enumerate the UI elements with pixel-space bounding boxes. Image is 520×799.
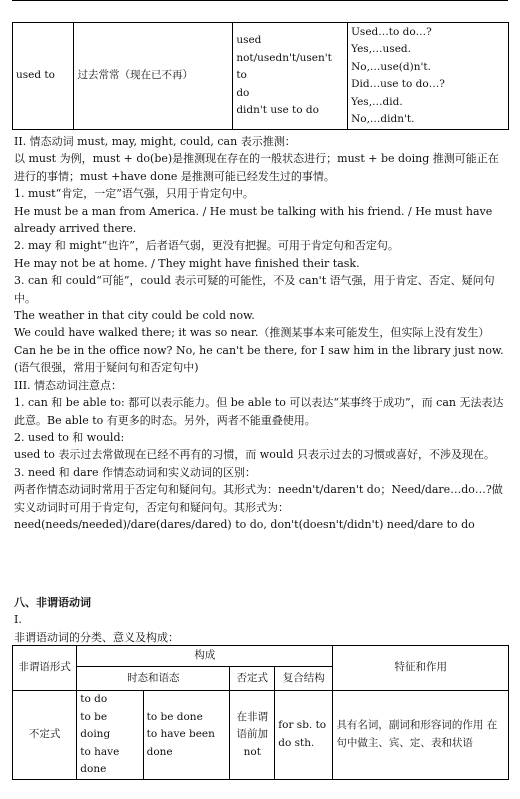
table-row xyxy=(13,691,509,780)
example-sentence: Can he be in the office now? No, he can't be there, for I saw him in the library just now.(语气很强，常用于疑问句和否定句中) xyxy=(14,343,504,375)
section-heading: 八、非谓语动词 xyxy=(14,596,91,609)
example-sentence: He may not be at home. / They might have finished their task. xyxy=(14,256,360,270)
form-line: to be doing xyxy=(80,710,111,740)
used-to-table xyxy=(12,22,509,130)
paragraph: 3. can 和 could“可能”，could 表示可疑的可能性，不及 can't 语气强，用于肯定、否定、疑问句中。 xyxy=(14,274,495,305)
compound-cell: for sb. to do sth. xyxy=(275,691,333,780)
form-line: to have done xyxy=(80,745,120,775)
table-row xyxy=(13,23,509,130)
header-compound: 复合结构 xyxy=(275,667,333,691)
meaning-cell: 过去常常（现在已不再） xyxy=(74,23,233,130)
paragraph: used to 表示过去常做现在已经不再有的习惯，而 would 只表示过去的习惯或喜好，不涉及现在。 xyxy=(14,448,495,462)
form-cell: 不定式 xyxy=(13,691,77,780)
section-heading: III. 情态动词注意点： xyxy=(14,378,123,392)
form-line: not/usedn't/usen't to xyxy=(236,51,332,82)
modal-verbs-section xyxy=(14,133,506,533)
nonfinite-table xyxy=(12,645,509,780)
example-sentence: We could have walked there; it was so near.（推测某事本来可能发生，但实际上没有发生） xyxy=(14,326,490,340)
header-form: 非谓语形式 xyxy=(13,646,77,691)
paragraph: 2. used to 和 would: xyxy=(14,430,125,444)
example-line: Yes,…did. xyxy=(351,95,403,108)
header-composition: 构成 xyxy=(77,646,333,667)
paragraph: 以 must 为例，must + do(be)是推测现在存在的一般状态进行；must + be doing 推测可能正在进行的事情；must +have done 是推测可能已经发生过的事情。 xyxy=(14,152,499,183)
features-cell: 具有名词，副词和形容词的作用 在句中做主、宾、定、表和状语 xyxy=(333,691,509,780)
examples-cell xyxy=(348,23,509,130)
paragraph: 2. may 和 might“也许”，后者语气弱，更没有把握。可用于肯定句和否定句。 xyxy=(14,239,399,253)
term-cell: used to xyxy=(13,23,74,130)
form-line: didn't use to do xyxy=(236,104,319,117)
form-line: to be done xyxy=(146,710,203,723)
header-tense-voice: 时态和语态 xyxy=(77,667,230,691)
paragraph: 两者作情态动词时常用于否定句和疑问句。其形式为：needn't/daren't do；Need/dare…do…?做实义动词时可用于肯定句，否定句和疑问句。其形式为：need(needs/needed)/dare(dares/dared) to do, don't(doesn't/didn't) need/dare to do xyxy=(14,483,503,531)
example-sentence: The weather in that city could be cold now. xyxy=(14,309,255,323)
example-line: Did…use to do…? xyxy=(351,78,445,90)
forms-cell xyxy=(233,23,348,130)
nonfinite-section xyxy=(14,594,506,646)
example-line: Yes,…used. xyxy=(351,43,411,55)
simple-forms-cell xyxy=(77,691,143,780)
section-heading: II. 情态动词 must, may, might, could, can 表示推测： xyxy=(14,135,296,148)
passive-forms-cell xyxy=(143,691,230,780)
paragraph: 1. must“肯定，一定”语气强，只用于肯定句中。 xyxy=(14,187,254,201)
header-negative: 否定式 xyxy=(230,667,275,691)
header-features: 特征和作用 xyxy=(333,646,509,691)
example-line: Used…to do…? xyxy=(351,25,432,38)
form-line: do xyxy=(236,86,250,99)
example-line: No,…use(d)n't. xyxy=(351,60,431,73)
subheading: I. xyxy=(14,613,22,627)
paragraph: 1. can 和 be able to: 都可以表示能力。但 be able to 可以表达“某事终于成功”，而 can 无法表达此意。Be able to 有更多的时态。另外，两者不能重叠使用。 xyxy=(14,396,504,427)
example-line: No,…didn't. xyxy=(351,113,415,125)
example-sentence: He must be a man from America. / He must be talking with his friend. / He must have already arrived there. xyxy=(14,204,493,236)
negative-cell: 在非谓语前加not xyxy=(230,691,275,780)
paragraph: 3. need 和 dare 作情态动词和实义动词的区别： xyxy=(14,465,256,479)
form-line: used xyxy=(236,34,262,47)
top-rule xyxy=(12,0,508,1)
form-line: to do xyxy=(80,693,108,705)
form-line: to have been done xyxy=(146,728,215,758)
table-header-row xyxy=(13,646,509,667)
intro-text: 非谓语动词的分类、意义及构成： xyxy=(14,630,179,644)
